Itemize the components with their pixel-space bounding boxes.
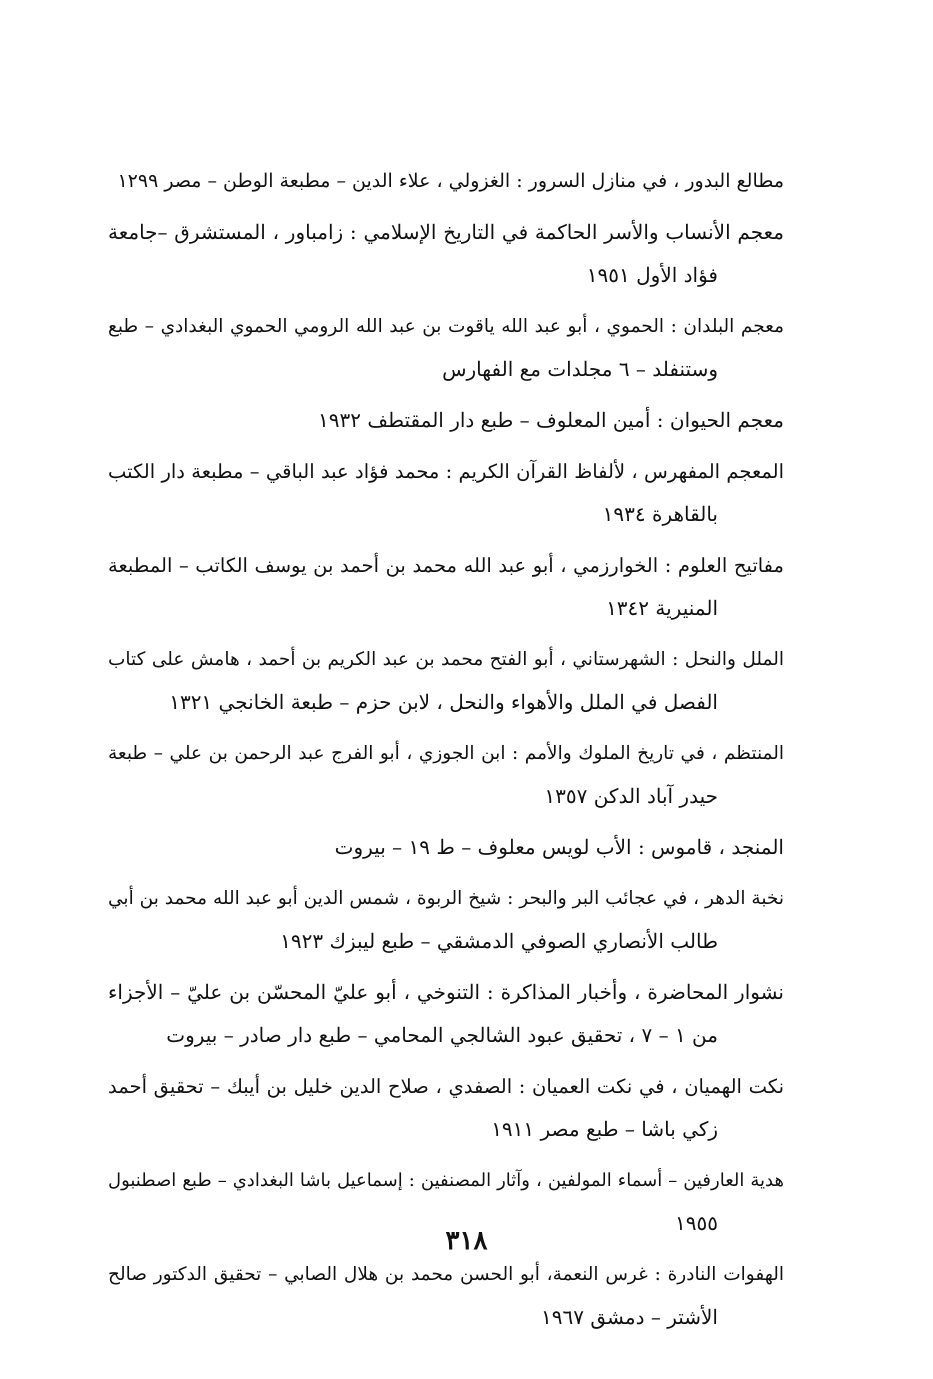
entry-line: معجم البلدان : الحموي ، أبو عبد الله ياقوت بن عبد الله الرومي الحموي البغدادي – طبع [108,316,784,337]
entry-line: نشوار المحاضرة ، وأخبار المذاكرة : التنوخي ، أبو عليّ المحسّن بن عليّ – الأجزاء [108,980,784,1004]
entry-line: نخبة الدهر ، في عجائب البر والبحر : شيخ الربوة ، شمس الدين أبو عبد الله محمد بن أبي [108,888,784,909]
page-number: ٣١٨ [445,1226,488,1256]
entry-continuation-line: حيدر آباد الدكن ١٣٥٧ [544,784,718,808]
bibliography-entry [108,450,784,536]
entry-line: مطالع البدور ، في منازل السرور : الغزولي ، علاء الدين – مطبعة الوطن – مصر ١٢٩٩ [117,170,784,192]
entry-continuation-line: من ١ – ٧ ، تحقيق عبود الشالجي المحامي – طبع دار صادر – بيروت [166,1023,718,1047]
entry-line: معجم الحيوان : أمين المعلوف – طبع دار المقتطف ١٩٣٢ [318,408,784,432]
bibliography-list [108,160,784,1347]
entry-line: المنتظم ، في تاريخ الملوك والأمم : ابن الجوزي ، أبو الفرج عبد الرحمن بن علي – طبعة [108,743,784,764]
bibliography-entry [108,305,784,391]
bibliography-entry [108,160,784,203]
bibliography-entry [108,211,784,297]
entry-line: المنجد ، قاموس : الأب لويس معلوف – ط ١٩ – بيروت [334,835,784,859]
entry-continuation-line: فؤاد الأول ١٩٥١ [586,263,718,287]
entry-continuation-line: المنيرية ١٣٤٢ [606,596,718,620]
entry-line: مفاتيح العلوم : الخوارزمي ، أبو عبد الله محمد بن أحمد بن يوسف الكاتب – المطبعة [108,554,784,577]
entry-continuation-line: طالب الأنصاري الصوفي الدمشقي – طبع ليبزك ١٩٢٣ [280,929,718,953]
bibliography-entry [108,1065,784,1151]
entry-continuation-line: الفصل في الملل والأهواء والنحل ، لابن حزم – طبعة الخانجي ١٣٢١ [169,690,718,714]
entry-continuation-line: ١٩٥٥ [675,1211,718,1235]
bibliography-entry [108,638,784,724]
entry-continuation-line: الأشتر – دمشق ١٩٦٧ [541,1305,718,1329]
bibliography-entry [108,826,784,869]
entry-line: المعجم المفهرس ، لألفاظ القرآن الكريم : محمد فؤاد عبد الباقي – مطبعة دار الكتب [108,460,784,483]
entry-continuation-line: زكي باشا – طبع مصر ١٩١١ [491,1117,718,1141]
bibliography-entry [108,732,784,818]
bibliography-entry [108,399,784,442]
entry-continuation-line: بالقاهرة ١٩٣٤ [602,502,718,526]
entry-line: معجم الأنساب والأسر الحاكمة في التاريخ الإسلامي : زامباور ، المستشرق –جامعة [108,220,784,244]
entry-line: الملل والنحل : الشهرستاني ، أبو الفتح محمد بن عبد الكريم بن أحمد ، هامش على كتاب [108,649,784,670]
bibliography-entry [108,1253,784,1339]
bibliography-entry [108,971,784,1057]
entry-line: نكت الهميان ، في نكت العميان : الصفدي ، صلاح الدين خليل بن أيبك – تحقيق أحمد [108,1075,784,1098]
entry-line: الهفوات النادرة : غرس النعمة، أبو الحسن محمد بن هلال الصابي – تحقيق الدكتور صالح [108,1264,784,1285]
entry-line: هدية العارفين – أسماء المولفين ، وآثار المصنفين : إسماعيل باشا البغدادي – طبع اصطنبول [108,1170,784,1191]
bibliography-entry [108,877,784,963]
bibliography-entry [108,544,784,630]
entry-continuation-line: وستنفلد – ٦ مجلدات مع الفهارس [442,357,718,381]
